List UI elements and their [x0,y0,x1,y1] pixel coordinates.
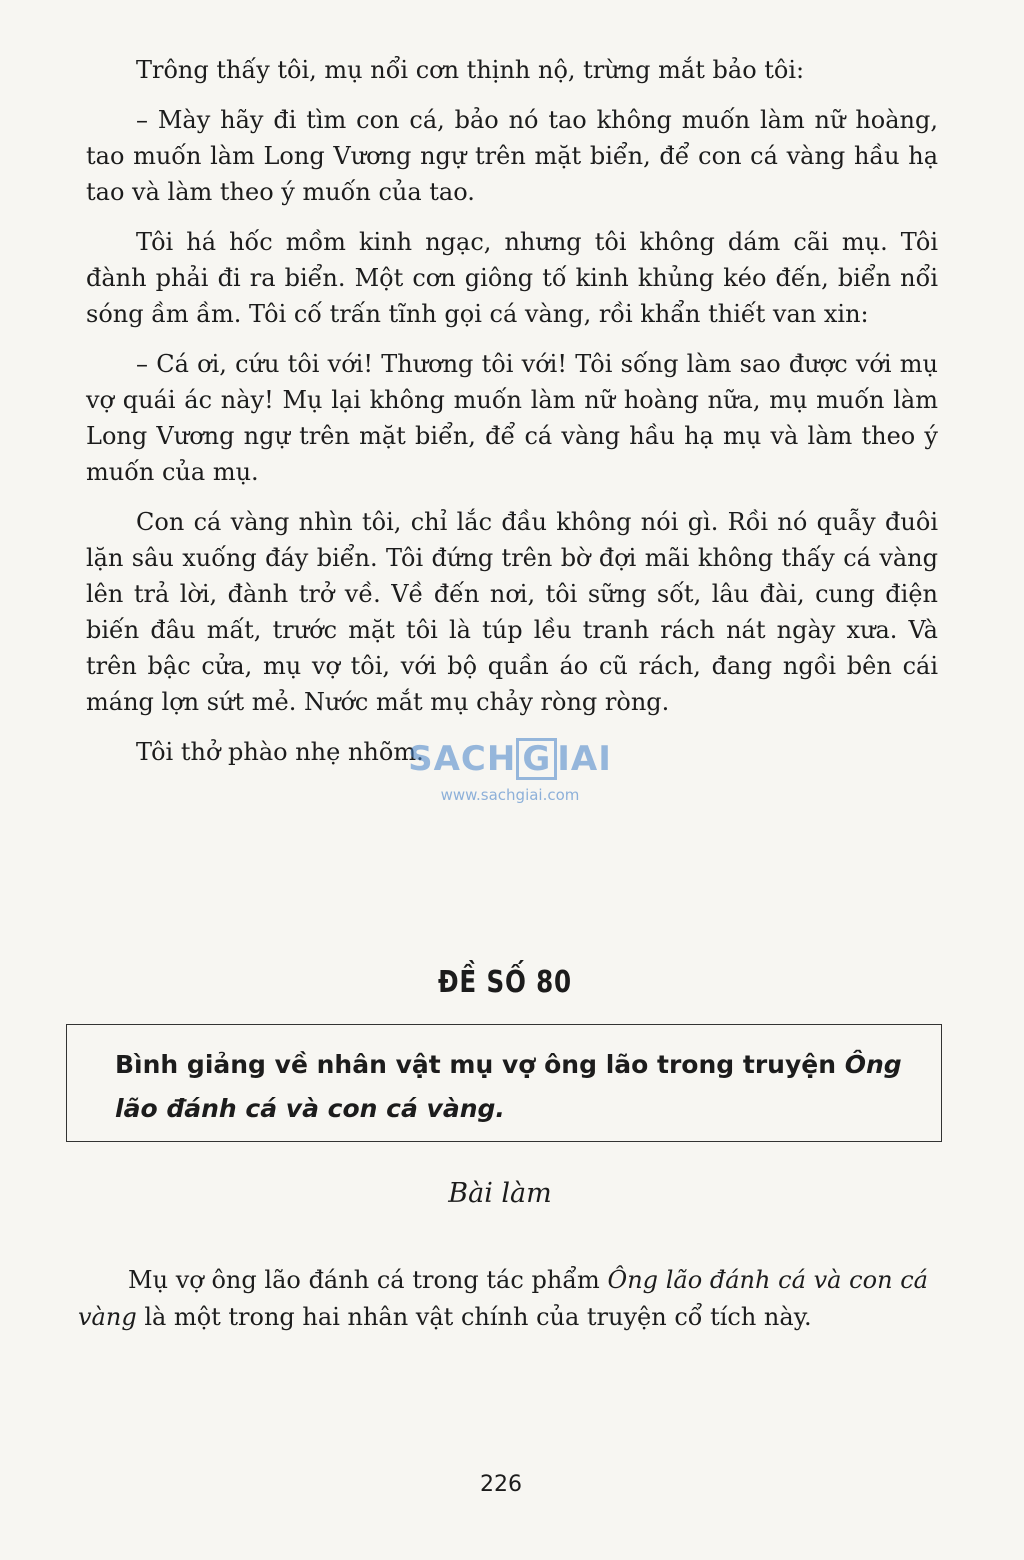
story-paragraph-2: – Mày hãy đi tìm con cá, bảo nó tao không muốn làm nữ hoàng, tao muốn làm Long Vương ngự trên mặt biển, để con cá vàng hầu hạ tao và làm theo ý muốn của tao. [86,106,938,206]
story-paragraph-5: Con cá vàng nhìn tôi, chỉ lắc đầu không nói gì. Rồi nó quẫy đuôi lặn sâu xuống đáy biển. Tôi đứng trên bờ đợi mãi không thấy cá vàng lên trả lời, đành trở về. Về đến nơi, tôi sững sốt, lâu đài, cung điện biến đâu mất, trước mặt tôi là túp lều tranh rách nát ngày xưa. Và trên bậc cửa, mụ vợ tôi, với bộ quần áo cũ rách, đang ngồi bên cái máng lợn sứt mẻ. Nước mắt mụ chảy ròng ròng. [86,508,938,716]
essay-lead: Mụ vợ ông lão đánh cá trong tác phẩm [128,1266,608,1294]
exercise-heading: ĐỀ SỐ 80 [438,965,572,1000]
story-text [86,52,938,784]
story-paragraph-1: Trông thấy tôi, mụ nổi cơn thịnh nộ, trừng mắt bảo tôi: [136,56,805,84]
watermark-url: www.sachgiai.com [440,786,580,804]
essay-paragraph [78,1262,928,1336]
essay-rest: là một trong hai nhân vật chính của truyện cổ tích này. [136,1303,812,1331]
exercise-prompt-work-title: Ông lão đánh cá và con cá vàng. [115,1050,902,1123]
watermark-logo-left: SACH [408,739,517,779]
exercise-prompt-box [66,1024,942,1142]
story-paragraph-4: – Cá ơi, cứu tôi với! Thương tôi với! Tôi sống làm sao được với mụ vợ quái ác này! Mụ lại không muốn làm nữ hoàng nữa, mụ muốn làm Long Vương ngự trên mặt biển, để cá vàng hầu hạ mụ và làm theo ý muốn của mụ. [86,350,938,486]
essay-work-title: Ông lão đánh cá và con cá vàng [78,1266,928,1331]
watermark-logo-mid: G [516,738,557,780]
exercise-prompt-text: Bình giảng về nhân vật mụ vợ ông lão trong truyện [115,1050,845,1079]
page-number: 226 [480,1472,522,1497]
story-paragraph-6: Tôi thở phào nhẹ nhõm. [136,738,424,766]
story-paragraph-3: Tôi há hốc mồm kinh ngạc, nhưng tôi không dám cãi mụ. Tôi đành phải đi ra biển. Một cơn giông tố kinh khủng kéo đến, biển nổi sóng ầm ầm. Tôi cố trấn tĩnh gọi cá vàng, rồi khẩn thiết van xin: [86,228,938,328]
answer-subheading: Bài làm [448,1178,552,1209]
watermark-logo-right: IAI [557,739,612,779]
